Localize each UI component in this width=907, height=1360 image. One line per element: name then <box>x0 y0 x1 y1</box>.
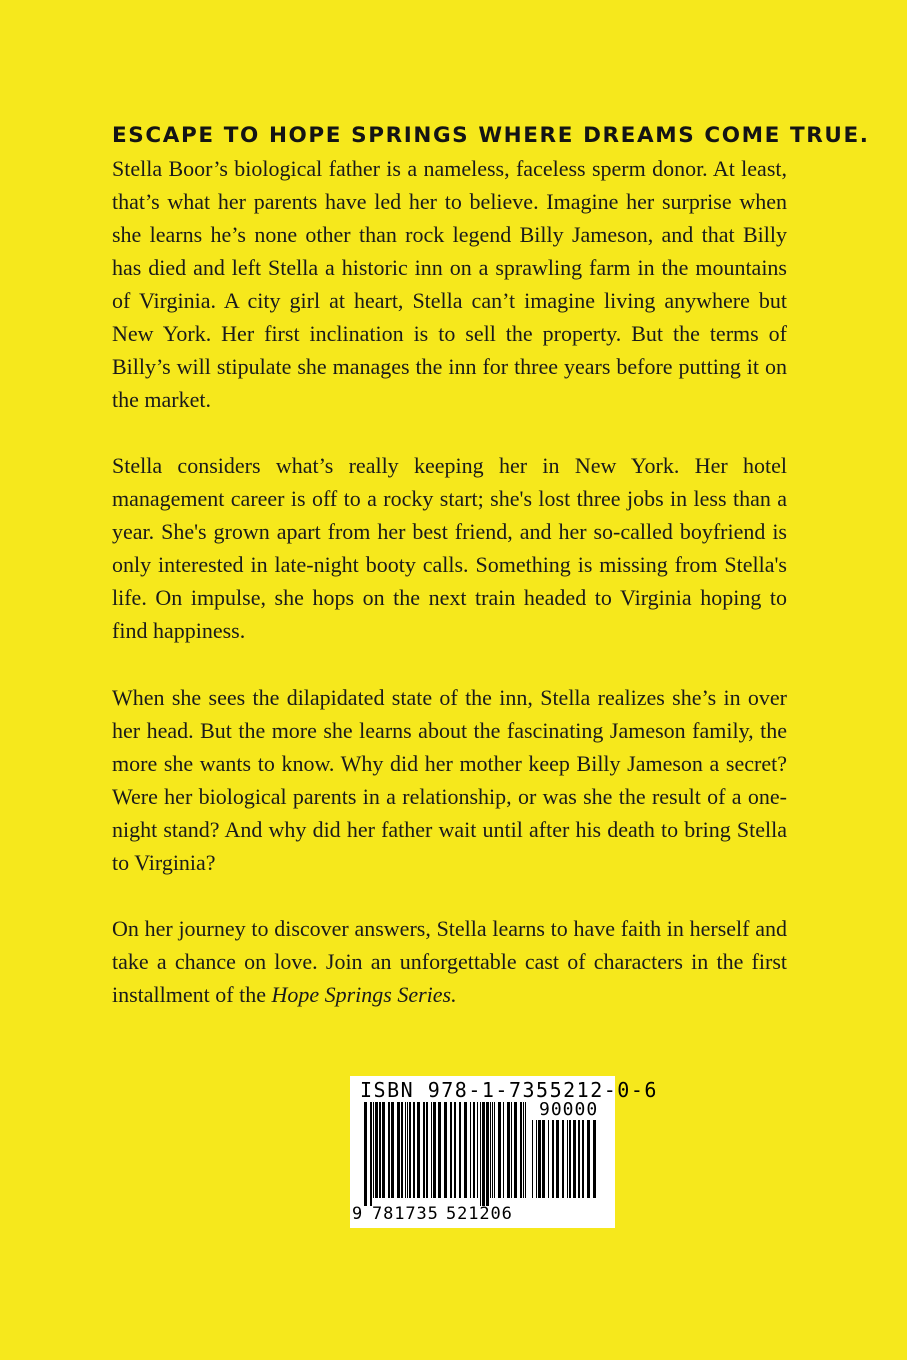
barcode-bar <box>407 1102 408 1198</box>
barcode-bar <box>382 1102 385 1198</box>
barcode-bar <box>423 1102 425 1198</box>
barcode-bar <box>542 1120 545 1198</box>
barcode-bar <box>498 1102 501 1198</box>
price-addon-barcode <box>532 1120 598 1206</box>
barcode-bar <box>375 1102 378 1198</box>
barcode-bar <box>477 1102 478 1198</box>
barcode-bar <box>379 1102 381 1198</box>
isbn-label: ISBN 978-1-7355212-0-6 <box>360 1078 658 1102</box>
barcode-bar <box>525 1102 526 1198</box>
series-title: Hope Springs Series. <box>271 982 457 1007</box>
headline: ESCAPE TO HOPE SPRINGS WHERE DREAMS COME TRUE. <box>112 123 870 148</box>
barcode-bar <box>433 1102 436 1198</box>
barcode-panel <box>350 1076 658 1228</box>
barcode-bar <box>511 1102 512 1198</box>
barcode-bar <box>454 1102 456 1198</box>
barcode-lead-digit: 9 <box>352 1204 363 1224</box>
barcode-bar <box>548 1120 549 1198</box>
barcode-bar <box>573 1120 576 1198</box>
barcode-bar <box>538 1120 541 1198</box>
barcode-bar <box>587 1120 590 1198</box>
barcode-bar <box>523 1102 524 1198</box>
barcode-bar <box>593 1120 596 1198</box>
barcode-bar <box>552 1120 554 1198</box>
paragraph-4-text: On her journey to discover answers, Stella learns to have faith in herself and take a chance on love. Join an unforgettable cast of characters in the first installment of the <box>112 916 787 1007</box>
barcode-bar <box>507 1102 510 1198</box>
barcode-left-digits: 781735 <box>372 1204 439 1224</box>
barcode-bar <box>364 1102 367 1206</box>
barcode-bar <box>492 1102 493 1198</box>
barcode-bar <box>426 1102 428 1198</box>
barcode-bar <box>397 1102 400 1198</box>
barcode-bar <box>450 1102 452 1198</box>
barcode-bar <box>567 1120 568 1198</box>
description-paragraph-4 <box>112 912 787 1011</box>
barcode-bar <box>431 1102 432 1198</box>
barcode-bar <box>514 1102 517 1198</box>
barcode-bar <box>405 1102 406 1198</box>
description-paragraph-2: Stella considers what’s really keeping her in New York. Her hotel management career is off to a rocky start; she's lost three jobs in less than a year. She's grown apart from her best friend, and her so-called boyfriend is only interested in late-night booty calls. Something is missing from Stella's life. On impulse, she hops on the next train headed to Virginia hoping to find happiness. <box>112 453 787 643</box>
barcode-bar <box>536 1120 537 1198</box>
barcode-bar <box>490 1102 491 1198</box>
barcode-bar <box>464 1102 467 1198</box>
barcode-bar <box>486 1102 489 1206</box>
barcode-bar <box>370 1102 372 1206</box>
isbn-barcode <box>364 1102 530 1206</box>
barcode-bar <box>391 1102 394 1198</box>
barcode-bar <box>438 1102 441 1198</box>
description-paragraph-1: Stella Boor’s biological father is a nameless, faceless sperm donor. At least, that’s what her parents have led her to believe. Imagine her surprise when she learns he’s none other than rock legend Billy Jameson, and that Billy has died and left Stella a historic inn on a sprawling farm in the mountains of Virginia. A city girl at heart, Stella can’t imagine living anywhere but New York. Her first inclination is to sell the property. But the terms of Billy’s will stipulate she manages the inn for three years before putting it on the market. <box>112 156 787 412</box>
barcode-bar <box>578 1120 580 1198</box>
barcode-bar <box>556 1120 559 1198</box>
barcode-bar <box>562 1120 564 1198</box>
barcode-bar <box>494 1102 495 1198</box>
barcode-bar <box>473 1102 475 1198</box>
barcode-bar <box>470 1102 471 1198</box>
barcode-bar <box>480 1102 481 1206</box>
barcode-bar <box>503 1102 504 1198</box>
barcode-bar <box>373 1102 374 1198</box>
barcode-bar <box>459 1102 461 1198</box>
barcode-bar <box>444 1102 447 1198</box>
price-code: 90000 <box>539 1099 599 1120</box>
barcode-bar <box>482 1102 485 1206</box>
barcode-bar <box>413 1102 415 1198</box>
barcode-bar <box>569 1120 571 1198</box>
barcode-bar <box>388 1102 390 1198</box>
description-paragraph-3: When she sees the dilapidated state of the inn, Stella realizes she’s in over her head. But the more she learns about the fascinating Jameson family, the more she wants to know. Why did her mother keep Billy Jameson a secret? Were her biological parents in a relationship, or was she the result of a one-night stand? And why did her father wait until after his death to bring Stella to Virginia? <box>112 685 787 875</box>
barcode-bar <box>520 1102 522 1198</box>
barcode-bar <box>409 1102 411 1198</box>
barcode-right-digits: 521206 <box>446 1204 513 1224</box>
barcode-bar <box>582 1120 584 1198</box>
barcode-bar <box>417 1102 420 1198</box>
barcode-bar <box>401 1102 403 1198</box>
barcode-bar <box>532 1120 533 1198</box>
